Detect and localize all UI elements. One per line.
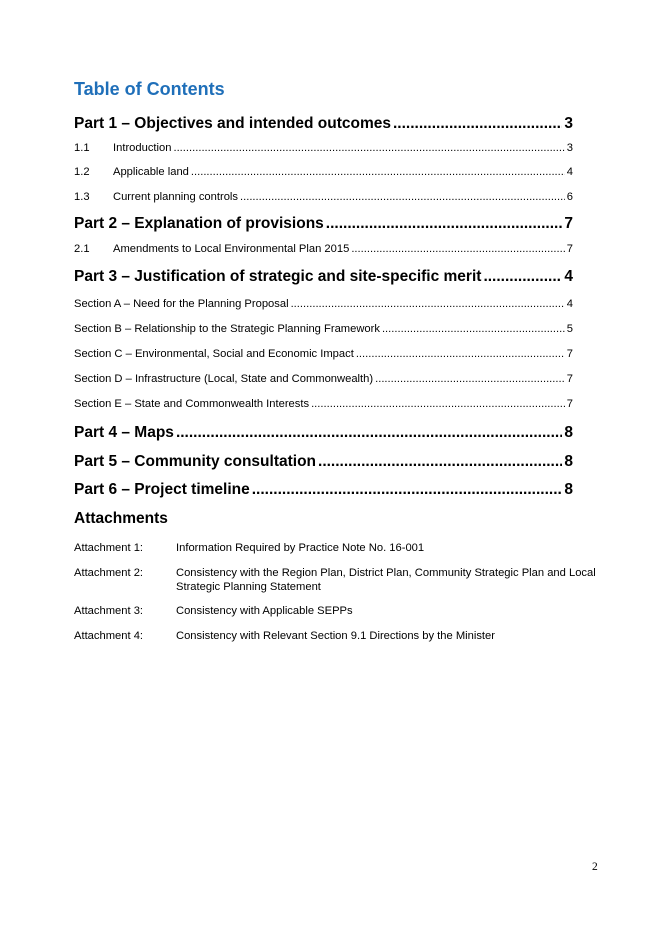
dot-leader bbox=[291, 298, 565, 310]
toc-entry-page: 3 bbox=[564, 115, 573, 132]
toc-entry-label: Section A – Need for the Planning Proposal bbox=[74, 298, 289, 310]
dot-leader bbox=[311, 398, 565, 410]
toc-entry-label: Section E – State and Commonwealth Interests bbox=[74, 398, 310, 410]
toc-entry-section-a[interactable] bbox=[74, 298, 573, 310]
attachment-number: Attachment 3: bbox=[74, 605, 144, 617]
toc-entry-page: 4 bbox=[566, 298, 573, 310]
attachment-number: Attachment 4: bbox=[74, 630, 144, 642]
toc-entry-label: Part 4 – Maps bbox=[74, 424, 174, 441]
dot-leader bbox=[483, 268, 562, 286]
dot-leader bbox=[356, 348, 565, 360]
toc-entry-label: Section B – Relationship to the Strategic Planning Framework bbox=[74, 323, 380, 335]
dot-leader bbox=[375, 373, 565, 385]
attachment-item bbox=[74, 541, 614, 555]
attachment-number: Attachment 1: bbox=[74, 542, 144, 554]
attachment-description: Information Required by Practice Note No. 16-001 bbox=[176, 542, 425, 554]
toc-entry-page: 3 bbox=[566, 142, 573, 154]
toc-entry-label: Applicable land bbox=[113, 166, 189, 178]
toc-entry-number: 2.1 bbox=[74, 243, 90, 255]
toc-entry-page: 8 bbox=[564, 424, 573, 441]
attachment-item bbox=[74, 629, 614, 643]
toc-entry-page: 5 bbox=[566, 323, 573, 335]
toc-entry-label: Part 6 – Project timeline bbox=[74, 481, 250, 498]
toc-entry-section-b[interactable] bbox=[74, 323, 573, 335]
toc-entry-page: 7 bbox=[566, 398, 573, 410]
dot-leader bbox=[326, 215, 563, 233]
toc-title: Table of Contents bbox=[74, 79, 225, 99]
toc-entry-part-1[interactable] bbox=[74, 115, 573, 133]
page-number: 2 bbox=[592, 861, 598, 873]
toc-entry-page: 8 bbox=[564, 453, 573, 470]
toc-entry-page: 4 bbox=[566, 166, 573, 178]
toc-entry-label: Part 2 – Explanation of provisions bbox=[74, 215, 324, 232]
toc-entry-page: 7 bbox=[566, 373, 573, 385]
toc-entry-label: Part 1 – Objectives and intended outcomes bbox=[74, 115, 391, 132]
dot-leader bbox=[240, 191, 565, 203]
toc-entry-part-6[interactable] bbox=[74, 481, 573, 499]
toc-entry-number: 1.3 bbox=[74, 191, 90, 203]
attachment-item bbox=[74, 604, 614, 618]
dot-leader bbox=[382, 323, 565, 335]
toc-entry-number: 1.2 bbox=[74, 166, 90, 178]
toc-entry-1-2[interactable] bbox=[74, 166, 573, 178]
attachment-description: Consistency with Relevant Section 9.1 Directions by the Minister bbox=[176, 630, 495, 642]
toc-entry-1-1[interactable] bbox=[74, 142, 573, 154]
toc-entry-part-3[interactable] bbox=[74, 268, 573, 286]
toc-entry-part-5[interactable] bbox=[74, 453, 573, 471]
toc-entry-page: 7 bbox=[566, 348, 573, 360]
toc-entry-part-4[interactable] bbox=[74, 424, 573, 442]
toc-entry-2-1[interactable] bbox=[74, 243, 573, 255]
dot-leader bbox=[393, 115, 562, 133]
attachment-number: Attachment 2: bbox=[74, 567, 144, 579]
dot-leader bbox=[252, 481, 563, 499]
attachment-description: Consistency with Applicable SEPPs bbox=[176, 605, 353, 617]
dot-leader bbox=[351, 243, 564, 255]
toc-entry-section-c[interactable] bbox=[74, 348, 573, 360]
toc-entry-page: 8 bbox=[564, 481, 573, 498]
toc-entry-label: Section C – Environmental, Social and Economic Impact bbox=[74, 348, 354, 360]
toc-entry-label: Part 3 – Justification of strategic and site-specific merit bbox=[74, 268, 482, 285]
attachments-heading: Attachments bbox=[74, 510, 168, 527]
toc-entry-1-3[interactable] bbox=[74, 191, 573, 203]
toc-entry-number: 1.1 bbox=[74, 142, 90, 154]
toc-entry-label: Part 5 – Community consultation bbox=[74, 453, 317, 470]
dot-leader bbox=[318, 453, 562, 471]
attachment-item bbox=[74, 566, 614, 594]
toc-entry-page: 7 bbox=[566, 243, 573, 255]
toc-entry-label: Current planning controls bbox=[113, 191, 238, 203]
dot-leader bbox=[173, 142, 564, 154]
toc-entry-page: 6 bbox=[566, 191, 573, 203]
dot-leader bbox=[191, 166, 565, 178]
toc-entry-section-d[interactable] bbox=[74, 373, 573, 385]
dot-leader bbox=[176, 424, 562, 442]
toc-entry-part-2[interactable] bbox=[74, 215, 573, 233]
toc-entry-page: 4 bbox=[564, 268, 573, 285]
toc-entry-label: Introduction bbox=[113, 142, 172, 154]
toc-entry-label: Section D – Infrastructure (Local, State and Commonwealth) bbox=[74, 373, 374, 385]
attachment-description: Consistency with the Region Plan, District Plan, Community Strategic Plan and Local Strategic Planning Statement bbox=[176, 567, 596, 593]
toc-entry-label: Amendments to Local Environmental Plan 2015 bbox=[113, 243, 350, 255]
toc-entry-page: 7 bbox=[564, 215, 573, 232]
toc-entry-section-e[interactable] bbox=[74, 398, 573, 410]
